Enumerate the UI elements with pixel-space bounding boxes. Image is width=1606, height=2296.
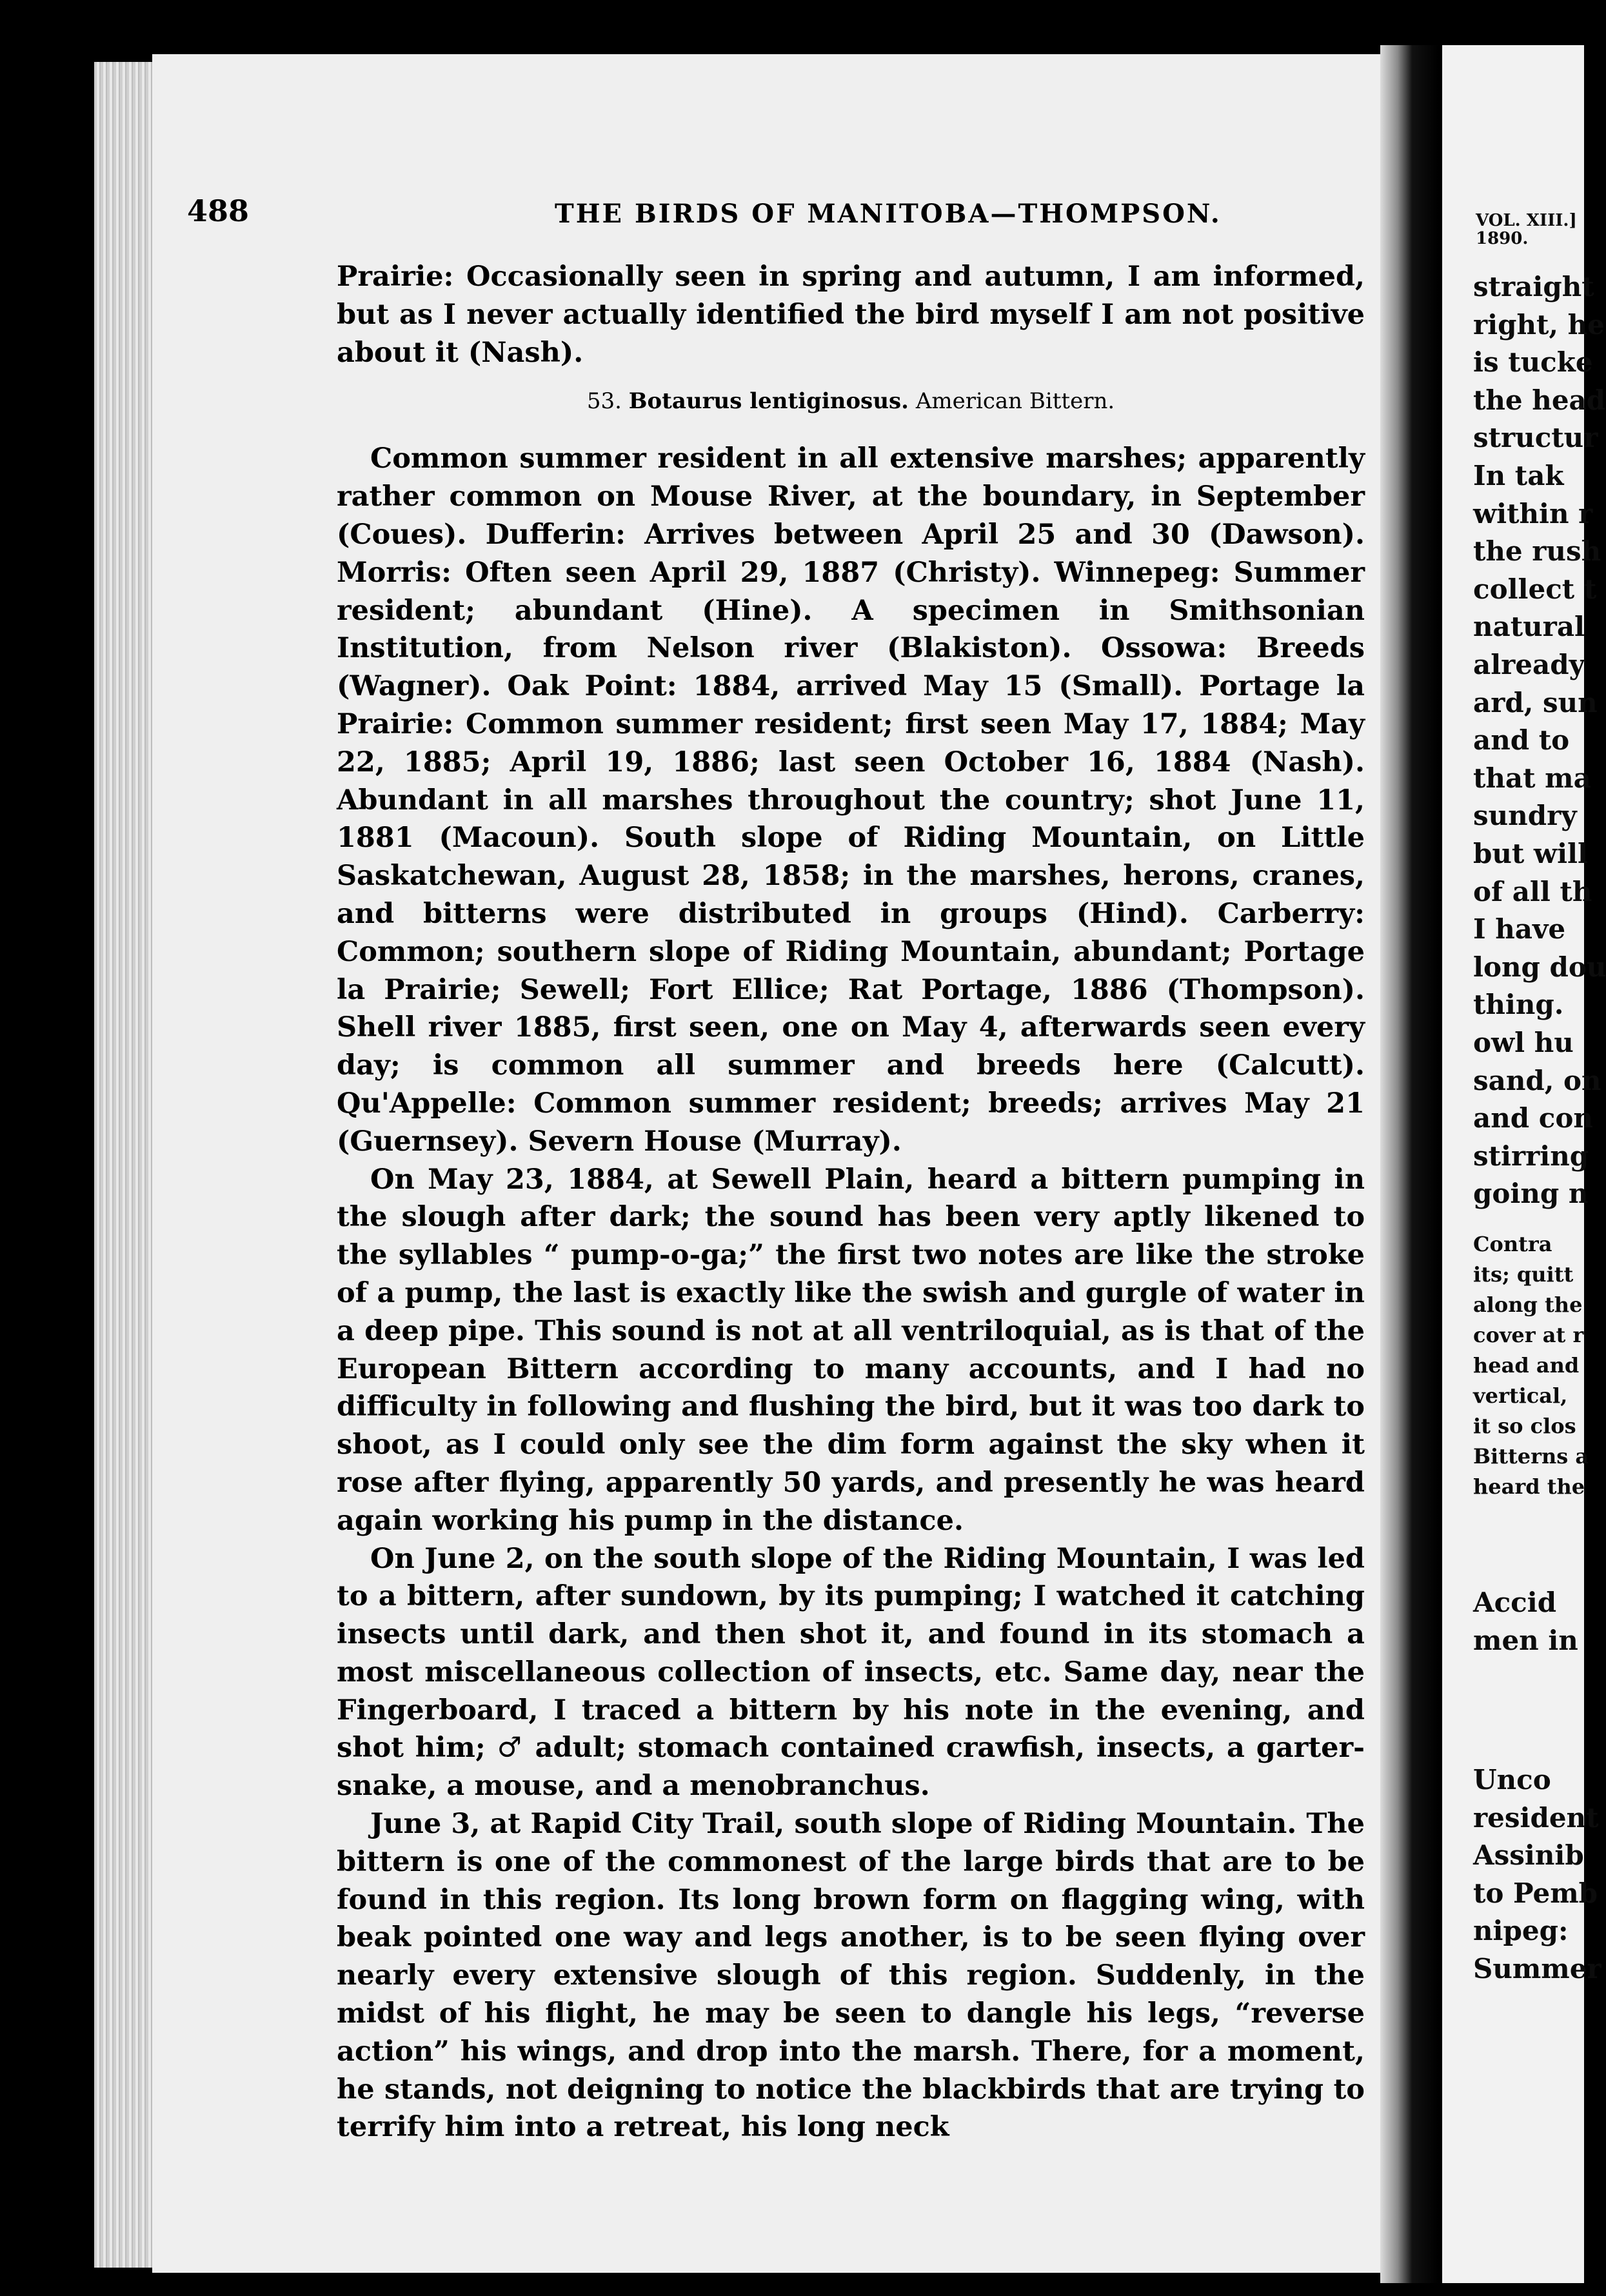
right-head-vol: VOL. XIII.] [1476,211,1577,230]
right-page-line: it so clos [1473,1414,1576,1438]
right-page-line: right, he [1473,308,1605,341]
species-scientific-name: Botaurus lentiginosus. [628,388,909,415]
right-page-line: going n [1473,1178,1589,1210]
right-page-line: and con [1473,1102,1593,1134]
right-page-line: Contra [1473,1232,1552,1256]
page-number: 488 [187,193,250,228]
species-heading [337,388,1365,414]
right-page-line: stirring [1473,1140,1589,1172]
right-page-line: straight [1473,271,1594,302]
right-page-line: and to [1473,724,1570,757]
right-running-head [1476,212,1577,248]
paragraph: June 3, at Rapid City Trail, south slope of Riding Mountain. The bittern is one of the commonest of the large birds that are to be found in this region. Its long brown form on flagging wing, with beak pointed one way and legs another, is to be seen flying over nearly every extensive slough of this region. Suddenly, in the midst of his flight, he may be seen to dangle his legs, “reverse action” his wings, and drop into the marsh. There, for a moment, he stands, not deigning to notice the blackbirds that are trying to terrify him into a retreat, his long neck [337,1808,1365,2144]
right-page-line: is tucke [1473,346,1593,379]
right-page-line: already [1473,649,1585,680]
running-head [187,193,1367,232]
right-page-line: vertical, [1473,1383,1568,1408]
right-page-line: of all th [1473,875,1592,907]
right-page-line: sundry [1473,800,1577,832]
right-page-line: along the [1473,1292,1583,1317]
right-page-line: but will [1473,838,1588,869]
right-page-line: nipeg: [1473,1915,1569,1947]
right-page-line: collect t [1473,573,1597,605]
right-page-line: men in [1473,1624,1578,1656]
body-text [337,258,1365,2146]
paragraph: Common summer resident in all extensive marshes; apparently rather common on Mouse River, at the boundary, in September (Coues). Dufferin: Arrives between April 25 and 30 (Dawson). Morris: Often seen April 29, 1887 (Christy). Winnepeg: Summer resident; abundant (Hine). A specimen in Smithsonian Institution, from Nelson river (Blakiston). Ossowa: Breeds (Wagner). Oak Point: 1884, arrived May 15 (Small). Portage la Prairie: Common summer resident; first seen May 17, 1884; May 22, 1885; April 19, 1886; last seen October 16, 1884 (Nash). Abundant in all marshes throughout the country; shot June 11, 1881 (Macoun). South slope of Riding Mountain, on Little Saskatchewan, August 28, 1858; in the marshes, herons, cranes, and bitterns were distributed in groups (Hind). Carberry: Common; southern slope of Riding Mountain, abundant; Portage la Prairie; Sewell; Fort Ellice; Rat Portage, 1886 (Thompson). Shell river 1885, first seen, one on May 4, afterwards seen every day; is common all summer and breeds here (Calcutt). Qu'Appelle: Common summer resident; breeds; arrives May 21 (Guernsey). Severn House (Murray). [337,442,1365,1158]
right-page-line: ard, sun [1473,686,1598,718]
right-page-line: its; quitt [1473,1262,1574,1287]
species-common-name: American Bittern. [915,388,1115,415]
right-page-line: Bitterns a [1473,1444,1589,1469]
right-page-line: the head [1473,384,1606,416]
right-page-line: that ma [1473,762,1591,794]
right-page-line: resident [1473,1801,1599,1834]
right-page-line: cover at r [1473,1323,1584,1347]
page-edge [94,62,152,2268]
right-page-line: within r [1473,497,1593,529]
species-number: 53. [586,388,622,415]
right-page-line: Assinib [1473,1839,1584,1872]
right-page-line: structur [1473,422,1598,454]
book-gutter [1380,45,1438,2283]
right-page-line: In tak [1473,460,1564,491]
right-page-line: I have [1473,913,1566,945]
right-head-year: 1890. [1476,229,1529,248]
paragraph-continued: Prairie: Occasionally seen in spring and autumn, I am informed, but as I never actually identified the bird myself I am not positive about it (Nash). [337,261,1365,369]
right-page-line: Summer [1473,1953,1601,1984]
right-page-line: the rush [1473,535,1601,568]
right-page-line: heard the [1473,1474,1585,1499]
running-title: THE BIRDS OF MANITOBA—THOMPSON. [555,199,1222,229]
right-page-line: long dou [1473,951,1606,983]
paragraph: On May 23, 1884, at Sewell Plain, heard a bittern pumping in the slough after dark; the sound has been very aptly likened to the syllables “ pump-o-ga;” the first two notes are like the stroke of a pump, the last is exactly like the swish and gurgle of water in a deep pipe. This sound is not at all ventriloquial, as is that of the European Bittern according to many accounts, and I had no difficulty in following and flushing the bird, but it was too dark to shoot, as I could only see the dim form against the sky when it rose after flying, apparently 50 yards, and presently he was heard again working his pump in the distance. [337,1163,1365,1537]
right-page-line: sand, on [1473,1064,1601,1096]
right-page-fragment [1442,45,1606,2283]
right-page-line: head and [1473,1353,1580,1378]
right-page-line: natural [1473,611,1585,643]
right-page-line: Unco [1473,1764,1551,1796]
right-page-line: to Pemb [1473,1877,1598,1909]
right-page-line: Accid [1473,1587,1557,1618]
right-page-line: owl hu [1473,1027,1574,1058]
paragraph: On June 2, on the south slope of the Riding Mountain, I was led to a bittern, after sundown, by its pumping; I watched it catching insects until dark, and then shot it, and found in its stomach a most miscellaneous collection of insects, etc. Same day, near the Fingerboard, I traced a bittern by his note in the evening, and shot him; ♂ adult; stomach contained crawfish, insects, a garter-snake, a mouse, and a menobranchus. [337,1542,1365,1803]
right-page-line: thing. [1473,989,1564,1021]
